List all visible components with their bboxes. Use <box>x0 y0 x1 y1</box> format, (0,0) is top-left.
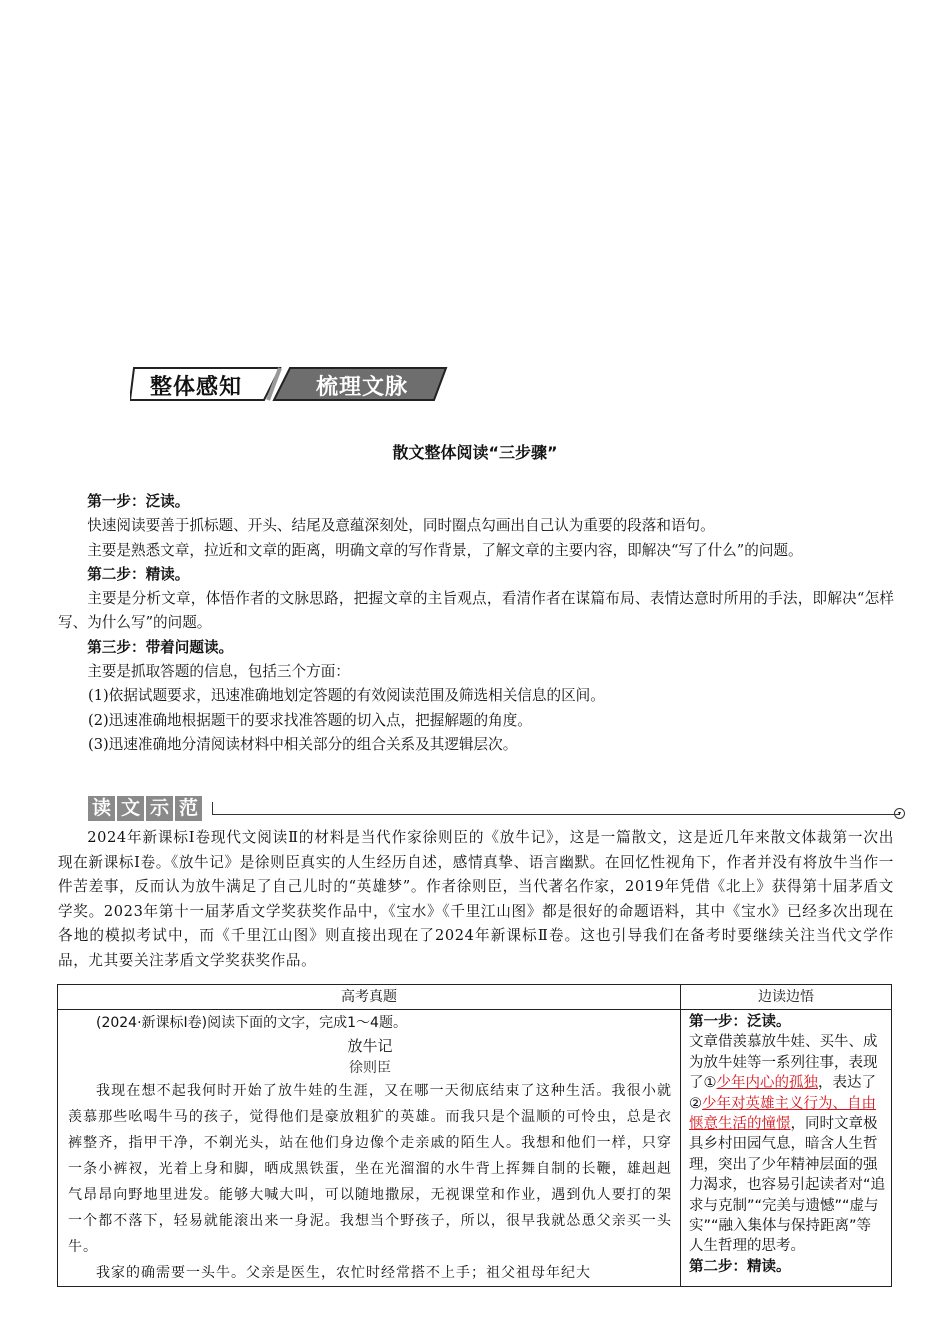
question-source: (2024·新课标Ⅰ卷)阅读下面的文字，完成1～4题。 <box>96 1015 407 1031</box>
header-char: 读 <box>88 796 115 821</box>
passage-author: 徐则臣 <box>349 1060 391 1076</box>
header-char: 范 <box>175 796 202 821</box>
passage-paragraph: 我家的确需要一头牛。父亲是医生，农忙时经常搭不上手；祖父祖母年纪大 <box>96 1265 591 1281</box>
header-rule <box>212 814 900 815</box>
note-text-part: ，表达了② <box>689 1075 876 1112</box>
passage-paragraph: 我现在想不起我何时开始了放牛娃的生涯，又在哪一天彻底结束了这种生活。我很小就羡慕那些吆喝牛马的孩子，觉得他们是豪放粗犷的英雄。而我只是个温顺的可怜虫，总是衣裤整齐，指甲干净，不剃光头，站在他们身边像个走亲戚的陌生人。我想和他们一样，只穿一条小裤衩，光着上身和脚，晒成黑铁蛋，坐在光溜溜的水牛背上挥舞自制的长鞭，雄赳赳气昂昂向野地里进发。能够大喊大叫，可以随地撒尿，无视课堂和作业，遇到仇人要打的架一个都不落下，轻易就能滚出来一身泥。我想当个野孩子，所以，很早我就怂恿父亲买一头牛。 <box>68 1083 672 1255</box>
step-paragraph: 主要是抓取答题的信息，包括三个方面： <box>87 663 350 681</box>
intro-text <box>58 826 894 974</box>
header-rule-tick <box>212 802 213 814</box>
note-text-part: 文章借羡慕放牛娃、买牛、成为放牛娃等一系列往事，表现了① <box>689 1034 878 1092</box>
note-step-heading: 第二步：精读。 <box>689 1258 791 1275</box>
header-char: 文 <box>117 796 144 821</box>
note-text-part: ，同时文章极具乡村田园气息，暗含人生哲理，突出了少年精神层面的强力渴求，也容易引起读者对“追求与克制”“完美与遗憾”“虚与实”“融入集体与保持距离”等人生哲理的思考。 <box>689 1116 886 1255</box>
banner-right-text: 梳理文脉 <box>316 374 409 400</box>
note-highlight: 少年对英雄主义行为、自由惬意生活的憧憬 <box>689 1095 876 1133</box>
step-heading: 第三步：带着问题读。 <box>87 638 234 656</box>
step-list-item: (1)依据试题要求，迅速准确地划定答题的有效阅读范围及筛选相关信息的区间。 <box>88 687 605 705</box>
note-step-heading: 第一步：泛读。 <box>689 1014 791 1030</box>
table-header-exam: 高考真题 <box>58 985 681 1010</box>
step-heading: 第一步：泛读。 <box>87 493 190 510</box>
reading-notes-cell <box>681 1010 892 1287</box>
step-list-item: (3)迅速准确地分清阅读材料中相关部分的组合关系及其逻辑层次。 <box>88 735 518 753</box>
banner-left-text: 整体感知 <box>150 374 243 400</box>
step-list-item: (2)迅速准确地根据题干的要求找准答题的切入点，把握解题的角度。 <box>88 711 532 729</box>
intro-paragraph: 2024年新课标Ⅰ卷现代文阅读Ⅱ的材料是当代作家徐则臣的《放牛记》，这是一篇散文，这是近几年来散文体裁第一次出现在新课标Ⅰ卷。《放牛记》是徐则臣真实的人生经历自述，感情真挚、语言幽默。在回忆性视角下，作者并没有将放牛当作一件苦差事，反而认为放牛满足了自己儿时的“英雄梦”。作者徐则臣，当代著名作家，2019年凭借《北上》获得第十届茅盾文学奖。2023年第十一届茅盾文学奖获奖作品中，《宝水》《千里江山图》都是很好的命题语料，其中《宝水》已经多次出现在各地的模拟考试中，而《千里江山图》则直接出现在了2024年新课标Ⅱ卷。这也引导我们在备考时要继续关注当代文学作品，尤其要关注茅盾文学奖获奖作品。 <box>58 829 895 969</box>
table-header-notes: 边读边悟 <box>681 985 892 1010</box>
exam-table <box>57 984 892 1287</box>
section-title: 散文整体阅读“三步骤” <box>392 443 558 462</box>
note-highlight: 少年内心的孤独 <box>716 1075 818 1092</box>
exam-passage-cell <box>58 1010 681 1287</box>
step-paragraph: 主要是分析文章，体悟作者的文脉思路，把握文章的主旨观点，看清作者在谋篇布局、表情达意时所用的手法，即解决“怎样写、为什么写”的问题。 <box>58 590 894 632</box>
method-steps <box>58 490 894 757</box>
chevron-down-icon: ▾ <box>894 808 905 819</box>
step-heading: 第二步：精读。 <box>87 565 190 583</box>
step-paragraph: 主要是熟悉文章，拉近和文章的距离，明确文章的写作背景，了解文章的主要内容，即解决“写了什么”的问题。 <box>87 541 803 559</box>
read-example-header <box>88 796 906 822</box>
step-paragraph: 快速阅读要善于抓标题、开头、结尾及意蕴深刻处，同时圈点勾画出自己认为重要的段落和语句。 <box>87 517 715 535</box>
note-text <box>689 1032 885 1256</box>
header-char: 示 <box>146 796 173 821</box>
passage-title: 放牛记 <box>347 1037 393 1055</box>
section-banner <box>130 366 448 402</box>
